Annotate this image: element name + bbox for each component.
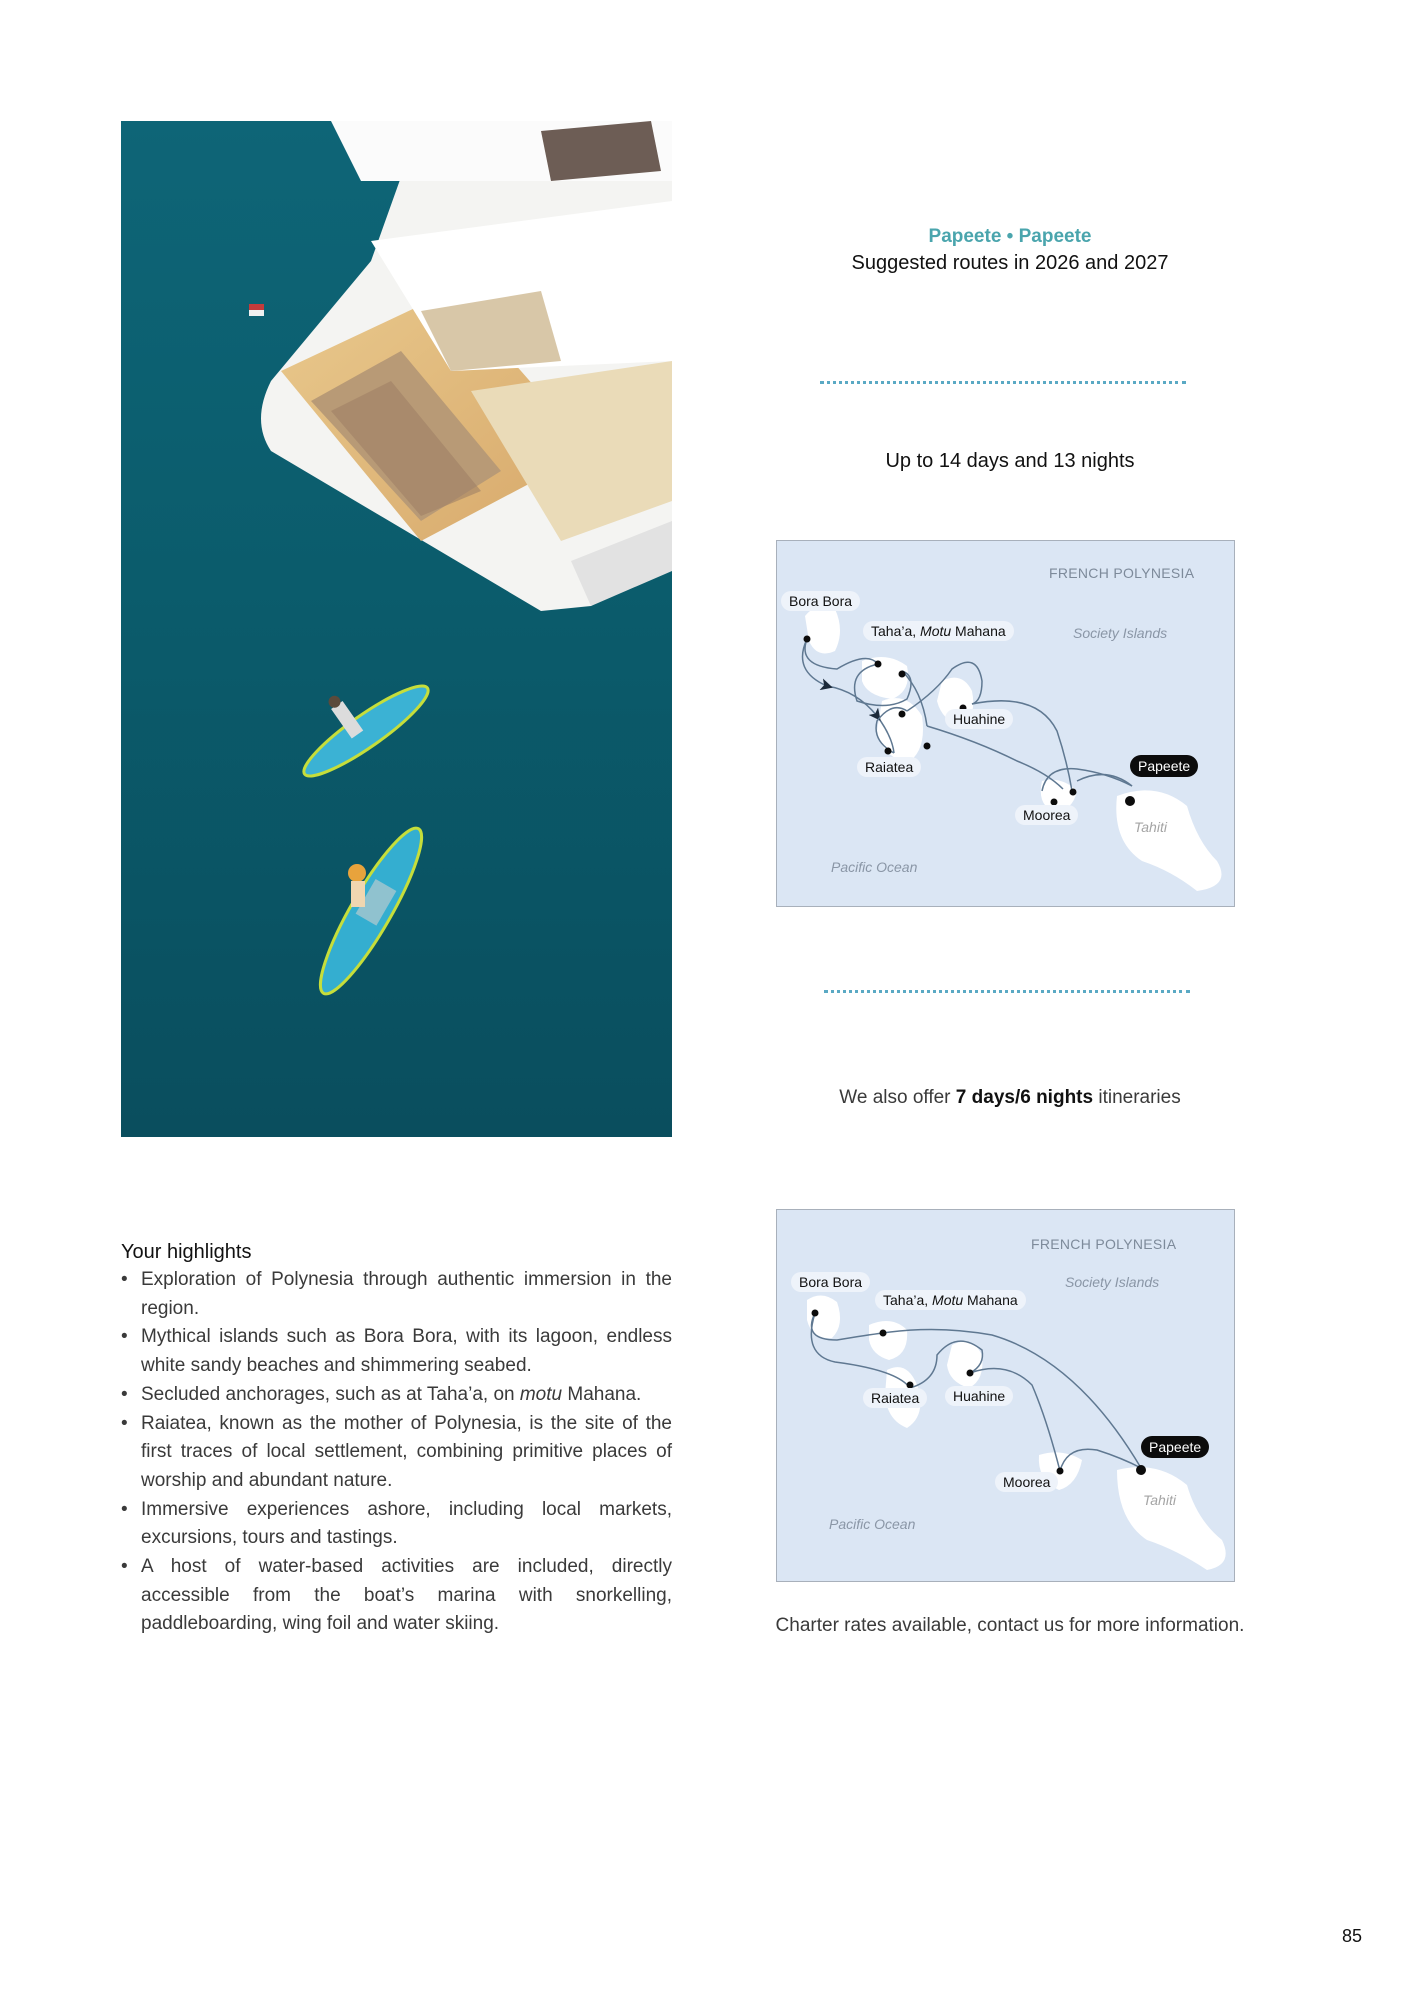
map-label-bora-bora: Bora Bora <box>791 1272 870 1292</box>
map-label-moorea: Moorea <box>995 1472 1058 1492</box>
duration-text: Up to 14 days and 13 nights <box>885 450 1135 472</box>
dotted-divider-2 <box>824 990 1190 993</box>
highlight-text: Secluded anchorages, such as at Taha’a, on <box>141 1383 520 1405</box>
map-region-label: FRENCH POLYNESIA <box>1049 565 1195 581</box>
map-label-raiatea: Raiatea <box>863 1388 927 1408</box>
map-label-huahine: Huahine <box>945 1386 1013 1406</box>
map-label-raiatea: Raiatea <box>857 757 921 777</box>
map-label-tahaa <box>875 1290 1026 1310</box>
route-map-long <box>776 540 1235 907</box>
also-offer-text <box>760 1087 1260 1109</box>
tahaa-prefix: Taha’a, <box>871 623 921 639</box>
tahaa-motu: Motu <box>932 1292 964 1308</box>
hero-photo <box>121 121 672 1137</box>
highlight-emphasis: motu <box>519 1383 563 1405</box>
charter-note: Charter rates available, contact us for more information. <box>775 1615 1245 1636</box>
highlight-item: • Raiatea, known as the mother of Polynesia, is the site of the first traces of local settlement, combining primitive places of worship and abundant nature. <box>121 1410 672 1496</box>
map-tahiti-label: Tahiti <box>1143 1492 1176 1508</box>
highlight-item <box>121 1381 672 1410</box>
also-offer-prefix: We also offer <box>839 1087 956 1108</box>
highlight-item: • A host of water-based activities are included, directly accessible from the boat’s marina with snorkelling, paddleboarding, wing foil and water skiing. <box>121 1553 672 1639</box>
highlight-item: • Mythical islands such as Bora Bora, with its lagoon, endless white sandy beaches and shimmering seabed. <box>121 1323 672 1380</box>
map-label-tahaa <box>863 621 1014 641</box>
catamaran-paddleboard-image <box>121 121 672 1137</box>
map-archipelago-label: Society Islands <box>1065 1274 1160 1290</box>
tahaa-suffix: Mahana <box>951 623 1006 639</box>
route-map-short <box>776 1209 1235 1582</box>
highlight-item: • Exploration of Polynesia through authentic immersion in the region. <box>121 1266 672 1323</box>
dotted-divider <box>820 381 1186 384</box>
map-label-bora-bora: Bora Bora <box>781 591 860 611</box>
map-label-papeete: Papeete <box>1141 1436 1209 1458</box>
highlights-section <box>121 1238 672 1639</box>
map-ocean-label: Pacific Ocean <box>829 1516 916 1532</box>
page-number: 85 <box>1342 1926 1363 1946</box>
route-subtitle: Suggested routes in 2026 and 2027 <box>851 252 1169 274</box>
tahaa-motu: Motu <box>920 623 952 639</box>
route-header <box>760 224 1260 276</box>
map-ocean-label: Pacific Ocean <box>831 859 918 875</box>
tahaa-suffix: Mahana <box>963 1292 1018 1308</box>
map-label-papeete: Papeete <box>1130 755 1198 777</box>
route-title: Papeete • Papeete <box>928 226 1092 247</box>
map-label-moorea: Moorea <box>1015 805 1078 825</box>
map-tahiti-label: Tahiti <box>1134 819 1167 835</box>
tahaa-prefix: Taha’a, <box>883 1292 933 1308</box>
map-region-label: FRENCH POLYNESIA <box>1031 1236 1177 1252</box>
also-offer-bold: 7 days/6 nights <box>955 1087 1094 1108</box>
map-archipelago-label: Society Islands <box>1073 625 1168 641</box>
also-offer-suffix: itineraries <box>1093 1087 1181 1108</box>
highlights-title: Your highlights <box>121 1241 252 1263</box>
highlight-item: • Immersive experiences ashore, including local markets, excursions, tours and tastings. <box>121 1496 672 1553</box>
map-label-huahine: Huahine <box>945 709 1013 729</box>
highlight-text: Mahana. <box>562 1383 642 1405</box>
highlights-list <box>121 1266 672 1639</box>
